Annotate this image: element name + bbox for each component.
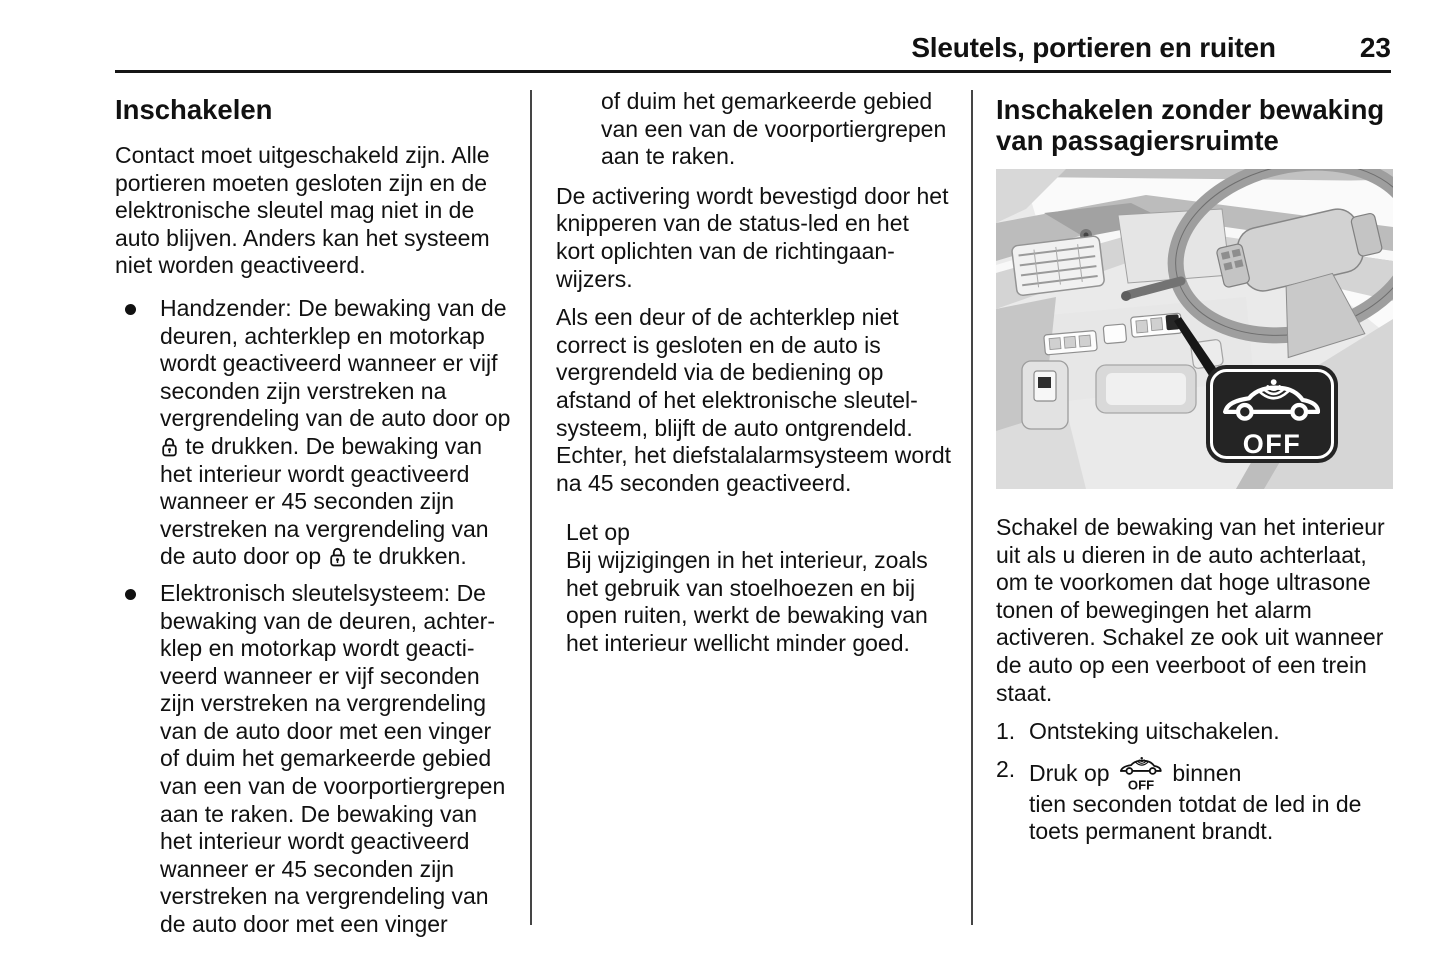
note-block (566, 519, 953, 657)
bullet-list (115, 295, 512, 939)
off-label: OFF (1242, 429, 1302, 459)
bullet-item-sleutelsysteem (115, 580, 512, 939)
steps-list (996, 718, 1393, 846)
column-2 (556, 88, 953, 668)
bullet-item-handzender (115, 295, 512, 571)
paragraph-bewaking-uitschakelen: Schakel de bewaking van het interieur uit als u dieren in de auto achterlaat, om te voorkomen dat hoge ultrasone tonen of bewegingen het alarm activeren. Schakel ze ook uit wanneer de auto op een veerboot of een trein staat. (996, 514, 1385, 706)
step-item-2 (996, 756, 1393, 846)
paragraph-deur-achterklep: Als een deur of de achterklep niet correct is gesloten en de auto is vergrendeld via de bediening op afstand of het elektronische sleutelsysteem, blijft de auto ontgrendeld. Echter, het diefstalalarmsysteem wordt na 45 seconden geactiveerd. (556, 304, 951, 496)
bullet-continuation: of duim het gemarkeerde gebied van een van de voorportiergrepen aan te raken. (601, 88, 947, 170)
column-divider-2 (971, 90, 973, 925)
bullet-text-part: Handzender: De bewaking van de deuren, achterklep en motorkap wordt geactiveerd wanneer er vijf seconden zijn verstreken na vergrendeling van de auto door op (160, 294, 511, 432)
header-title: Sleutels, portieren en ruiten (911, 32, 1276, 63)
bullet-text-part: te drukken. De bewaking van het interieur wordt geactiveerd wanneer er 45 seconden zijn verstreken na vergrendeling van de auto door op (160, 432, 489, 570)
step-number: 2. (996, 755, 1016, 782)
section-heading-zonder-bewaking: Inschakelen zonder bewaking van passagiersruimte (996, 94, 1385, 156)
step-text-part: binnen (1165, 759, 1242, 786)
bullet-text: Elektronisch sleutelsysteem: De bewaking van de deuren, achterklep en motorkap wordt geactiveerd wanneer er vijf seconden zijn verstreken na vergrendeling van de auto door met een vinger of duim het gemarkeerde gebied van een van de voorportiergrepen aan te raken. De bewaking van het interieur wordt geactiveerd wanneer er 45 seconden zijn verstreken na vergrendeling van de auto door met een vinger (160, 579, 506, 938)
page-number: 23 (1359, 32, 1391, 63)
step-text (1029, 756, 1393, 846)
car-alarm-off-icon (1119, 756, 1163, 791)
note-title: Let op (566, 519, 630, 546)
column-3 (996, 88, 1393, 856)
column-divider-1 (530, 90, 532, 925)
note-body: Bij wijzigingen in het interieur, zoals het gebruik van stoelhoezen en bij open ruiten, werkt de bewaking van het interieur wellicht minder goed. (566, 546, 928, 656)
intro-paragraph: Contact moet uitgeschakeld zijn. Alle portieren moeten gesloten zijn en de elektronische sleutel mag niet in de auto blijven. Anders kan het systeem niet worden geactiveerd. (115, 142, 490, 279)
column-1 (115, 88, 512, 948)
bullet-text-part: te drukken. (346, 543, 467, 570)
air-vent (1011, 236, 1104, 296)
paragraph-activering: De activering wordt bevestigd door het knipperen van de status-led en het kort oplichten van de richtingaanwijzers. (556, 182, 949, 292)
bullet-marker (115, 295, 160, 571)
bullet-dot-icon (125, 304, 136, 315)
page-header (115, 32, 1391, 64)
section-heading-inschakelen: Inschakelen (115, 94, 273, 125)
header-rule (115, 70, 1391, 73)
step-text-part: tien seconden totdat de led in de toets permanent brandt. (1029, 790, 1362, 845)
off-label-small: OFF (1127, 777, 1155, 791)
lock-icon (161, 436, 178, 457)
bullet-marker (115, 580, 160, 939)
bullet-text (160, 295, 512, 571)
bullet-dot-icon (125, 589, 136, 600)
car-interior-figure (996, 169, 1393, 489)
step-text: Ontsteking uitschakelen. (1029, 718, 1280, 745)
alarm-off-badge (1206, 365, 1338, 463)
step-item-1 (996, 718, 1393, 746)
step-number: 1. (996, 718, 1016, 745)
lock-icon (329, 546, 346, 567)
step-text-part: Druk op (1029, 759, 1116, 786)
car-interior-illustration (996, 169, 1393, 489)
